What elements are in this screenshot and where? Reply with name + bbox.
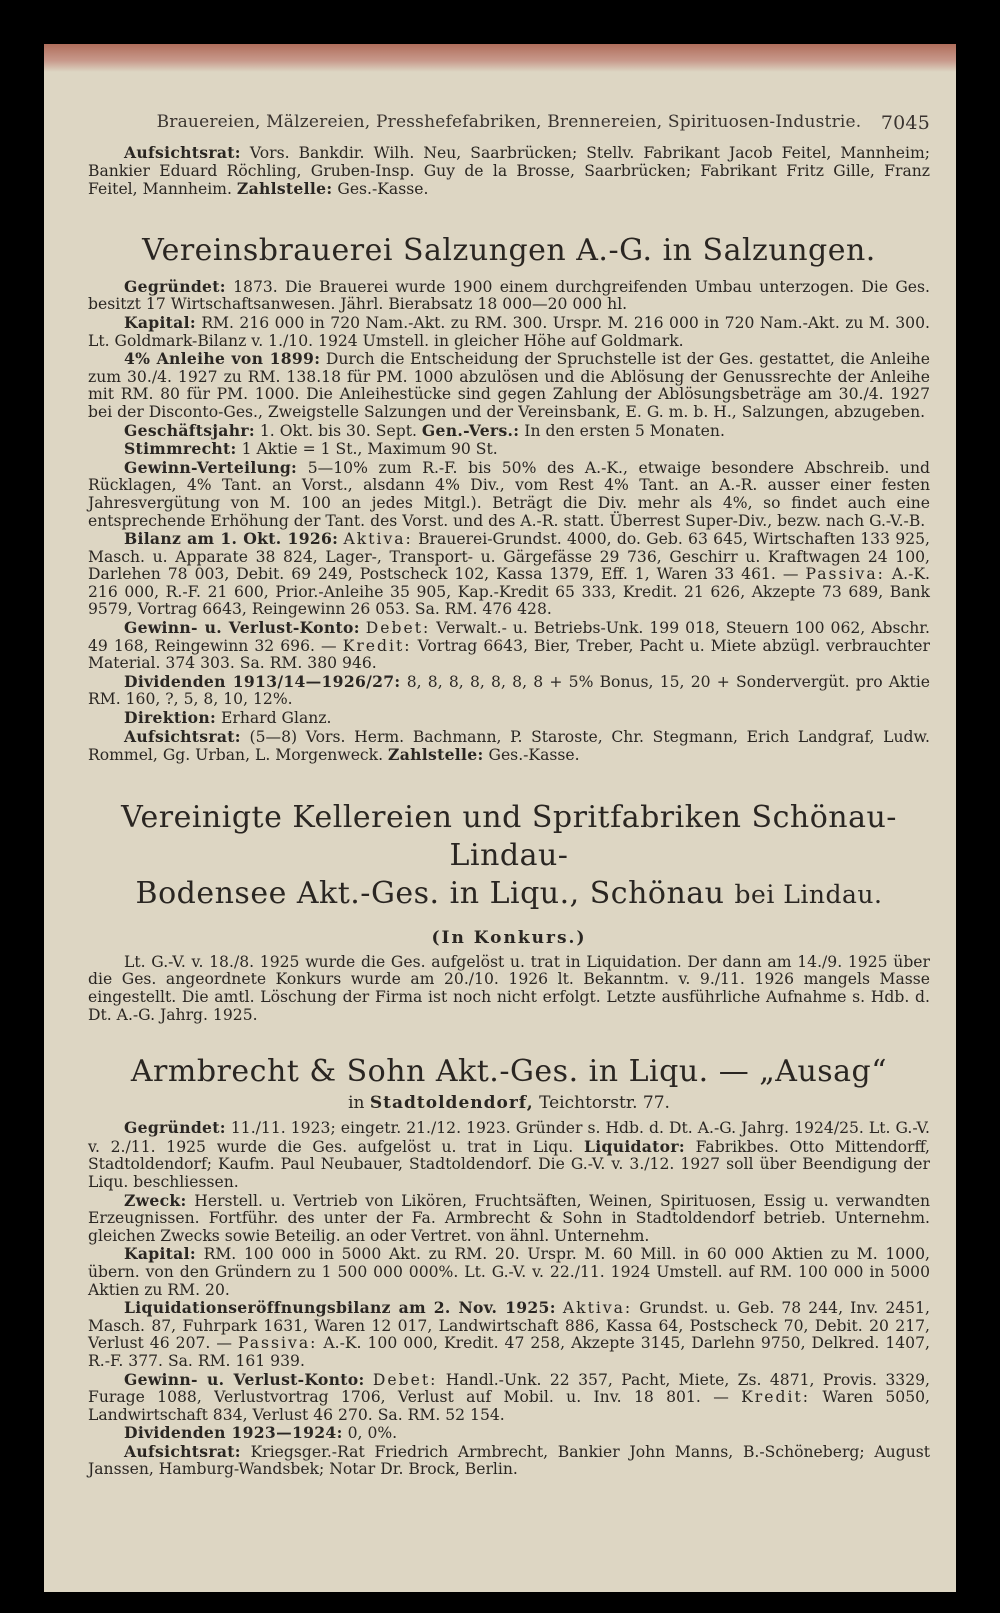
entry-vereinigte-kellereien bbox=[88, 799, 930, 1024]
text-kredit: Vortrag 6643, Bier, Treber, Pacht u. Miete abzügl. verbrauchter Material. 374 303. Sa. RM. 380 946. bbox=[88, 636, 930, 673]
entry-title bbox=[88, 799, 930, 914]
page-number: 7045 bbox=[880, 112, 930, 134]
text-aufsichtsrat: (5—8) Vors. Herm. Bachmann, P. Staroste, Chr. Stegmann, Erich Landgraf, Ludw. Rommel, Gg. Urban, L. Morgenweck. bbox=[88, 727, 930, 765]
label-aufsichtsrat: Aufsichtsrat: bbox=[124, 1441, 241, 1461]
running-title: Brauereien, Mälzereien, Presshefefabriken, Brennereien, Spirituosen-Industrie. bbox=[156, 112, 862, 132]
text-gewinn-verteilung: 5—10% zum R.-F. bis 50% des A.-K., etwaige besondere Abschreib. und Rücklagen, 4% Tant. an Vorst., alsdann 4% Div., vom Rest 4% Tant. an A.-R. ausser einer festen Jahresvergütung von M. 100 an jedes Mitgl.). Beträgt die Div. mehr als 4%, so findet auch eine entsprechende Erhöhung der Tant. des Vorst. und des A.-R. statt. Überrest Super-Div., bezw. nach G.-V.-B. bbox=[88, 458, 930, 530]
text-debet: Verwalt.- u. Betriebs-Unk. 199 018, Steuern 100 062, Abschr. 49 168, Reingewinn 32 696. — bbox=[88, 619, 930, 655]
text-debet: Handl.-Unk. 22 357, Pacht, Miete, Zs. 4871, Provis. 3329, Furage 1088, Verlustvortrag 1706, Verlust auf Mobil. u. Inv. 18 801. — bbox=[88, 1370, 930, 1407]
label-kredit: Kredit: bbox=[741, 1388, 810, 1407]
label-passiva: Passiva: bbox=[237, 1334, 318, 1353]
label-guv: Gewinn- u. Verlust-Konto: bbox=[124, 618, 360, 638]
label-guv: Gewinn- u. Verlust-Konto: bbox=[124, 1369, 365, 1389]
text-geschaeftsjahr: 1. Okt. bis 30. Sept. bbox=[259, 421, 417, 440]
text-gegruendet: 1873. Die Brauerei wurde 1900 einem durchgreifenden Umbau unterzogen. Die Ges. besitzt 17 Wirtschaftsanwesen. Jährl. Bierabsatz 18 000—20 000 hl. bbox=[88, 277, 930, 314]
label-anleihe: 4% Anleihe von 1899: bbox=[124, 349, 321, 369]
entry-armbrecht-sohn bbox=[88, 1054, 930, 1479]
label-kapital: Kapital: bbox=[124, 1244, 196, 1264]
entry-location bbox=[88, 1093, 930, 1113]
location-prefix: in bbox=[348, 1093, 365, 1114]
location-city: Stadtoldendorf, bbox=[369, 1093, 534, 1114]
entry-text: Lt. G.-V. v. 18./8. 1925 wurde die Ges. aufgelöst u. trat in Liquidation. Der dann am 14./9. 1925 über die Ges. angeordnete Konkurs wurde am 20./10. 1926 lt. Bekanntm. v. 9./11. 1926 mangels Masse eingestellt. Die amtl. Löschung der Firma ist noch nicht erfolgt. Letzte ausführliche Aufnahme s. Hdb. d. Dt. A.-G. Jahrg. 1925. bbox=[88, 952, 930, 1024]
text-passiva: A.-K. 100 000, Kredit. 47 258, Akzepte 3145, Darlehn 9750, Delkred. 1407, R.-F. 377. Sa. RM. 161 939. bbox=[88, 1334, 930, 1370]
label-zweck: Zweck: bbox=[124, 1190, 187, 1210]
label-gewinn-verteilung: Gewinn-Verteilung: bbox=[124, 457, 298, 477]
entry-title: Vereinsbrauerei Salzungen A.-G. in Salzungen. bbox=[142, 232, 876, 268]
label-kredit: Kredit: bbox=[342, 636, 412, 655]
running-header bbox=[88, 112, 930, 132]
label-dividenden: Dividenden 1913/14—1926/27: bbox=[124, 671, 401, 691]
label-liquidator: Liquidator: bbox=[584, 1136, 685, 1156]
label-gegruendet: Gegründet: bbox=[124, 1118, 226, 1138]
label-direktion: Direktion: bbox=[124, 708, 217, 728]
text-zahlstelle: Ges.-Kasse. bbox=[488, 746, 580, 765]
text-anleihe: Durch die Entscheidung der Spruchstelle ist der Ges. gestattet, die Anleihe zum 30./4. 1927 zu RM. 138.18 für PM. 1000 abzulösen und die Ablösung der Genussrechte der Anleihe mit RM. 80 für PM. 1000. Die Anleihestücke sind gegen Zahlung der Ablösungsbeträge am 30./4. 1927 bei der Disconto-Ges., Zweigstelle Salzungen und der Vereinsbank, E. G. m. b. H., Salzungen, abzugeben. bbox=[88, 350, 931, 421]
label-geschaeftsjahr: Geschäftsjahr: bbox=[124, 420, 255, 440]
text-stimmrecht: 1 Aktie = 1 St., Maximum 90 St. bbox=[241, 440, 498, 459]
label-zahlstelle: Zahlstelle: bbox=[236, 179, 333, 199]
text-dividenden: 0, 0%. bbox=[347, 1424, 398, 1443]
text-gen-vers: In den ersten 5 Monaten. bbox=[524, 421, 725, 440]
label-kapital: Kapital: bbox=[124, 312, 196, 332]
text-kapital: RM. 216 000 in 720 Nam.-Akt. zu RM. 300. Urspr. M. 216 000 in 720 Nam.-Akt. zu M. 300. Lt. Goldmark-Bilanz v. 1./10. 1924 Umstell. in gleicher Höhe auf Goldmark. bbox=[88, 313, 930, 350]
text-aufsichtsrat: Kriegsger.-Rat Friedrich Armbrecht, Bankier John Manns, B.-Schöneberg; August Janssen, Hamburg-Wandsbek; Notar Dr. Brock, Berlin. bbox=[88, 1442, 931, 1479]
label-passiva: Passiva: bbox=[805, 565, 885, 584]
location-street: Teichtorstr. 77. bbox=[539, 1093, 670, 1114]
entry-title-suffix: bei Lindau. bbox=[734, 879, 883, 909]
entry-title: Armbrecht & Sohn Akt.-Ges. in Liqu. — „Ausag“ bbox=[130, 1054, 888, 1090]
label-aktiva: Aktiva: bbox=[562, 1299, 633, 1318]
label-aufsichtsrat: Aufsichtsrat: bbox=[124, 143, 241, 162]
konkurs-note: (In Konkurs.) bbox=[431, 927, 587, 948]
entry-vereinsbrauerei-salzungen bbox=[88, 233, 930, 765]
label-debet: Debet: bbox=[365, 619, 431, 638]
text-liquidator: Fabrikbes. Otto Mittendorff, Stadtoldendorf; Kaufm. Paul Neubauer, Stadtoldendorf. Die G.-V. v. 3./12. 1927 soll über Beendigung der Liqu. beschliessen. bbox=[88, 1137, 930, 1191]
text-gegruendet: 11./11. 1923; eingetr. 21./12. 1923. Gründer s. Hdb. d. Dt. A.-G. Jahrg. 1924/25. Lt. G.-V. v. 2./11. 1925 wurde die Ges. aufgelöst u. trat in Liqu. bbox=[88, 1119, 931, 1156]
text-kapital: RM. 100 000 in 5000 Akt. zu RM. 20. Urspr. M. 60 Mill. in 60 000 Aktien zu M. 1000, übern. von den Gründern zu 1 500 000 000%. Lt. G.-V. v. 22./11. 1924 Umstell. auf RM. 100 000 in 5000 Aktien zu RM. 20. bbox=[88, 1245, 930, 1299]
text-kredit: Waren 5050, Landwirtschaft 834, Verlust 46 270. Sa. RM. 52 154. bbox=[88, 1388, 930, 1424]
text-aktiva: Grundst. u. Geb. 78 244, Inv. 2451, Masch. 87, Fuhrpark 1631, Waren 12 017, Landwirtschaft 886, Kassa 64, Postscheck 70, Debit. 20 217, Verlust 46 207. — bbox=[88, 1299, 930, 1353]
text-aktiva: Brauerei-Grundst. 4000, do. Geb. 63 645, Wirtschaften 133 925, Masch. u. Apparate 38 824, Lager-, Transport- u. Gärgefässe 29 736, Geschirr u. Kraftwagen 24 100, Darlehen 78 003, Debit. 69 249, Postscheck 102, Kassa 1379, Eff. 1, Waren 33 461. — bbox=[88, 530, 930, 584]
entry-title-line1: Vereinigte Kellereien und Spritfabriken Schönau-Lindau- bbox=[121, 799, 897, 873]
text-passiva: A.-K. 216 000, R.-F. 21 600, Prior.-Anleihe 35 905, Kap.-Kredit 65 333, Kredit. 21 626, Akzepte 73 689, Bank 9579, Vortrag 6643, Reingewinn 26 053. Sa. RM. 476 428. bbox=[88, 565, 930, 619]
text-direktion: Erhard Glanz. bbox=[220, 709, 332, 728]
label-stimmrecht: Stimmrecht: bbox=[124, 439, 237, 459]
text-zahlstelle: Ges.-Kasse. bbox=[337, 180, 429, 199]
label-debet: Debet: bbox=[372, 1370, 438, 1389]
label-liquidationsbilanz: Liquidationseröffnungsbilanz am 2. Nov. 1925: bbox=[124, 1298, 556, 1318]
label-gegruendet: Gegründet: bbox=[124, 276, 226, 296]
previous-entry-continuation bbox=[88, 144, 930, 199]
label-dividenden: Dividenden 1923—1924: bbox=[124, 1423, 343, 1443]
text-aufsichtsrat: Vors. Bankdir. Wilh. Neu, Saarbrücken; Stellv. Fabrikant Jacob Feitel, Mannheim; Bankier Eduard Röchling, Gruben-Insp. Guy de la Brosse, Saarbrücken; Fabrikant Fritz Gille, Franz Feitel, Mannheim. bbox=[88, 144, 930, 199]
text-dividenden: 8, 8, 8, 8, 8, 8, 8 + 5% Bonus, 15, 20 + Sondervergüt. pro Aktie RM. 160, ?, 5, 8, 10, 12%. bbox=[88, 672, 930, 709]
label-gen-vers: Gen.-Vers.: bbox=[421, 420, 520, 440]
label-bilanz: Bilanz am 1. Okt. 1926: bbox=[124, 529, 339, 549]
label-zahlstelle: Zahlstelle: bbox=[388, 745, 484, 765]
text-zweck: Herstell. u. Vertrieb von Likören, Fruchtsäften, Weinen, Spirituosen, Essig u. verwandten Erzeugnissen. Fortführ. des unter der Fa. Armbrecht & Sohn in Stadtoldendorf betrieb. Unternehm. gleichen Zwecks sowie Beteilig. an oder Vertret. von ähnl. Unternehm. bbox=[88, 1191, 930, 1245]
label-aktiva: Aktiva: bbox=[343, 530, 413, 549]
label-aufsichtsrat: Aufsichtsrat: bbox=[124, 726, 241, 746]
entry-title-line2: Bodensee Akt.-Ges. in Liqu., Schönau bbox=[135, 875, 725, 911]
book-page bbox=[44, 44, 956, 1592]
